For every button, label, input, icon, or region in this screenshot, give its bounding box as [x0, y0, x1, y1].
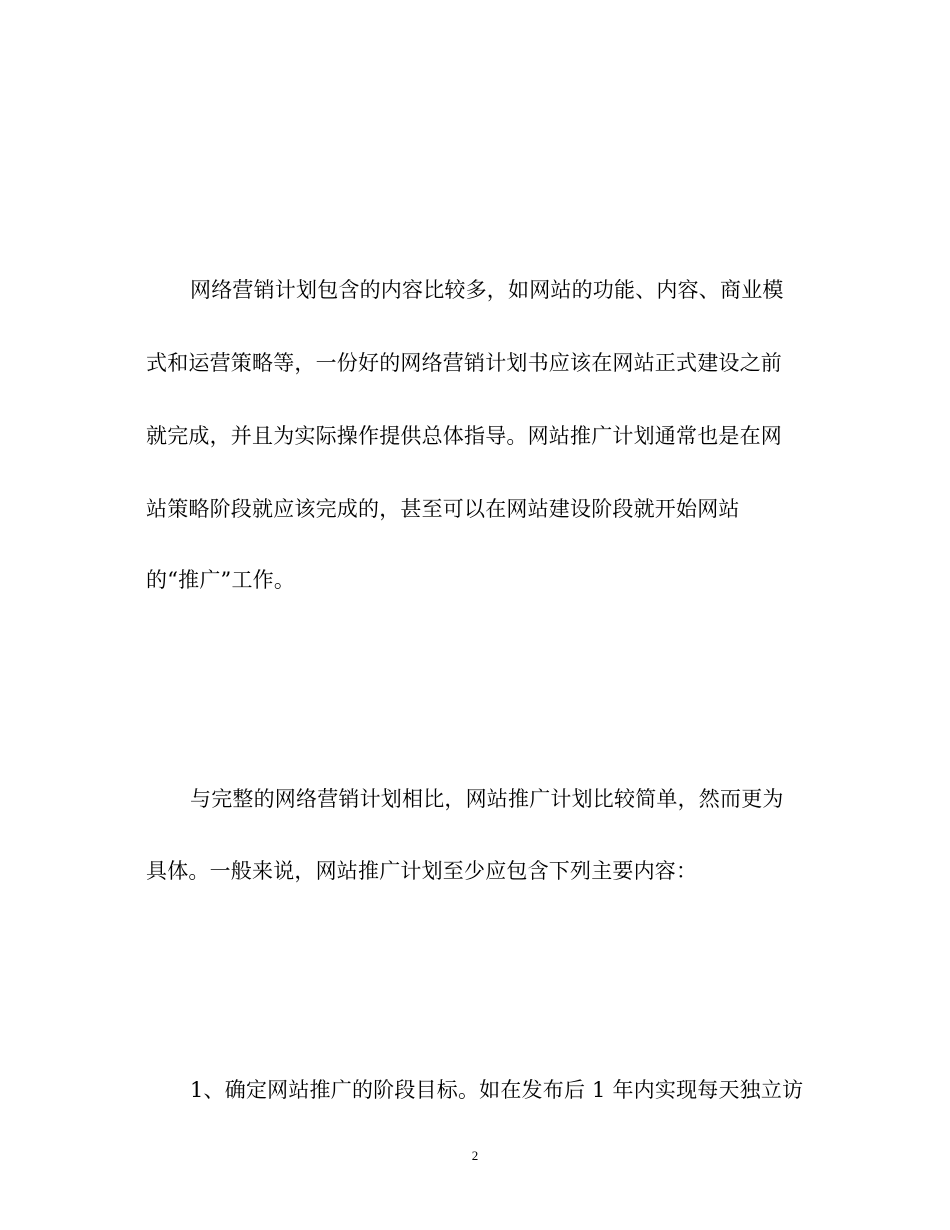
paragraph-1-line-3: 就完成，并且为实际操作提供总体指导。网站推广计划通常也是在网: [146, 424, 782, 448]
paragraph-2-line-2: 具体。一般来说，网站推广计划至少应包含下列主要内容：: [146, 859, 698, 883]
paragraph-1-line-4: 站策略阶段就应该完成的，甚至可以在网站建设阶段就开始网站: [146, 497, 740, 521]
paragraph-1-line-2: 式和运营策略等，一份好的网络营销计划书应该在网站正式建设之前: [146, 351, 782, 375]
paragraph-1-line-1: 网络营销计划包含的内容比较多，如网站的功能、内容、商业模: [190, 278, 784, 302]
paragraph-3-line-1: 1、确定网站推广的阶段目标。如在发布后 1 年内实现每天独立访: [190, 1078, 804, 1102]
paragraph-1-line-5: 的“推广”工作。: [146, 568, 296, 592]
paragraph-2-line-1: 与完整的网络营销计划相比，网站推广计划比较简单，然而更为: [190, 787, 784, 811]
page-number: 2: [471, 1148, 479, 1163]
